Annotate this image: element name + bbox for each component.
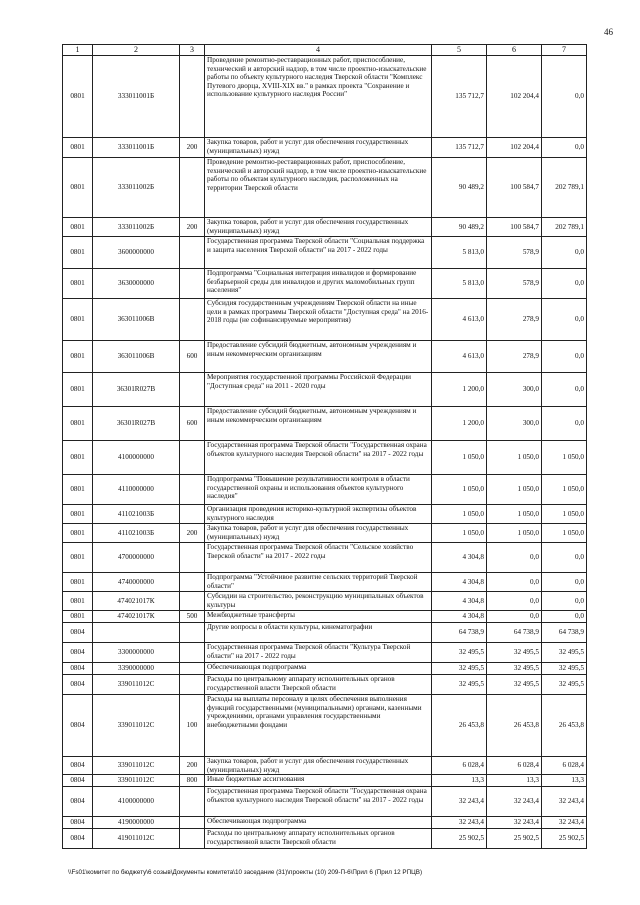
amount-col7-cell: 32 243,4 [542,787,587,817]
amount-col7-cell: 0,0 [542,56,587,138]
section-code-cell: 0801 [63,441,93,475]
section-code-cell: 0801 [63,237,93,269]
column-header: 3 [180,45,205,56]
description-cell: Закупка товаров, работ и услуг для обеспечения государственных (муниципальных) нужд [205,524,432,543]
target-article-cell: 411021003Б [93,505,180,524]
table-row [63,237,587,269]
amount-col6-cell: 64 738,9 [487,623,542,643]
expense-type-cell [180,237,205,269]
description-cell: Подпрограмма "Устойчивое развитие сельских территорий Тверской области" [205,573,432,592]
description-cell: Межбюджетные трансферты [205,611,432,623]
description-cell: Мероприятия государственной программы Российской Федерации "Доступная среда" на 2011 - 2020 годы [205,373,432,407]
amount-col7-cell: 26 453,8 [542,695,587,757]
target-article-cell: 36301R027В [93,373,180,407]
section-code-cell: 0804 [63,695,93,757]
amount-col6-cell: 32 495,5 [487,663,542,675]
amount-col6-cell: 32 495,5 [487,643,542,663]
amount-col5-cell: 5 813,0 [432,237,487,269]
expense-type-cell [180,675,205,695]
target-article-cell: 339011012С [93,695,180,757]
column-header: 4 [205,45,432,56]
amount-col5-cell: 4 304,8 [432,592,487,611]
expense-type-cell [180,573,205,592]
amount-col5-cell: 32 243,4 [432,817,487,829]
section-code-cell: 0801 [63,573,93,592]
table-row [63,341,587,373]
section-code-cell: 0801 [63,524,93,543]
target-article-cell: 363011006В [93,299,180,341]
expense-type-cell [180,373,205,407]
amount-col7-cell: 32 243,4 [542,817,587,829]
description-cell: Обеспечивающая подпрограмма [205,663,432,675]
table-row [63,524,587,543]
amount-col6-cell: 32 243,4 [487,787,542,817]
amount-col6-cell: 6 028,4 [487,757,542,775]
section-code-cell: 0801 [63,299,93,341]
amount-col5-cell: 4 613,0 [432,299,487,341]
expense-type-cell [180,663,205,675]
table-row [63,218,587,237]
section-code-cell: 0801 [63,611,93,623]
amount-col5-cell: 4 304,8 [432,611,487,623]
target-article-cell: 333011002Б [93,218,180,237]
column-header: 6 [487,45,542,56]
table-row [63,611,587,623]
amount-col7-cell: 32 495,5 [542,663,587,675]
amount-col6-cell: 1 050,0 [487,505,542,524]
target-article-cell: 474021017К [93,611,180,623]
table-row [63,623,587,643]
amount-col7-cell: 13,3 [542,775,587,787]
amount-col5-cell: 32 495,5 [432,643,487,663]
section-code-cell: 0804 [63,787,93,817]
description-cell: Организация проведения историко-культурной экспертизы объектов культурного наследия [205,505,432,524]
amount-col7-cell: 1 050,0 [542,441,587,475]
amount-col6-cell: 102 204,4 [487,56,542,138]
amount-col7-cell: 0,0 [542,573,587,592]
expense-type-cell [180,592,205,611]
section-code-cell: 0801 [63,543,93,573]
target-article-cell: 4110000000 [93,475,180,505]
expense-type-cell [180,787,205,817]
amount-col6-cell: 100 584,7 [487,158,542,218]
amount-col5-cell: 4 304,8 [432,543,487,573]
table-row [63,407,587,441]
section-code-cell: 0804 [63,775,93,787]
target-article-cell: 4700000000 [93,543,180,573]
section-code-cell: 0804 [63,643,93,663]
target-article-cell: 333011001Б [93,138,180,158]
target-article-cell: 3300000000 [93,643,180,663]
amount-col6-cell: 0,0 [487,543,542,573]
target-article-cell: 333011002Б [93,158,180,218]
amount-col7-cell: 0,0 [542,543,587,573]
expense-type-cell: 200 [180,524,205,543]
amount-col7-cell: 0,0 [542,611,587,623]
amount-col6-cell: 300,0 [487,373,542,407]
table-row [63,505,587,524]
amount-col5-cell: 1 050,0 [432,505,487,524]
target-article-cell: 36301R027В [93,407,180,441]
amount-col7-cell: 0,0 [542,373,587,407]
section-code-cell: 0801 [63,475,93,505]
section-code-cell: 0801 [63,138,93,158]
amount-col6-cell: 300,0 [487,407,542,441]
section-code-cell: 0804 [63,817,93,829]
amount-col7-cell: 1 050,0 [542,505,587,524]
amount-col5-cell: 32 243,4 [432,787,487,817]
description-cell: Предоставление субсидий бюджетным, автономным учреждениям и иным некоммерческим организациям [205,341,432,373]
description-cell: Иные бюджетные ассигнования [205,775,432,787]
target-article-cell: 4740000000 [93,573,180,592]
description-cell: Закупка товаров, работ и услуг для обеспечения государственных (муниципальных) нужд [205,757,432,775]
target-article-cell: 4190000000 [93,817,180,829]
expense-type-cell [180,817,205,829]
target-article-cell: 333011001Б [93,56,180,138]
section-code-cell: 0801 [63,505,93,524]
table-row [63,299,587,341]
amount-col5-cell: 1 200,0 [432,407,487,441]
amount-col7-cell: 32 495,5 [542,643,587,663]
table-row [63,695,587,757]
table-row [63,373,587,407]
amount-col7-cell: 0,0 [542,237,587,269]
section-code-cell: 0801 [63,341,93,373]
amount-col6-cell: 1 050,0 [487,524,542,543]
target-article-cell [93,623,180,643]
target-article-cell: 474021017К [93,592,180,611]
file-path-footer: \\Fs01\комитет по бюджету\6 созыв\Документы комитета\10 заседание (31)\проекты (10) 209-П-6\Прил 6 (Прил 12 РПЦВ) [68,869,423,876]
amount-col5-cell: 1 050,0 [432,475,487,505]
description-cell: Подпрограмма "Социальная интеграция инвалидов и формирование безбарьерной среды для инвалидов и других маломобильных групп населения" [205,269,432,299]
description-cell: Предоставление субсидий бюджетным, автономным учреждениям и иным некоммерческим организациям [205,407,432,441]
amount-col6-cell: 102 204,4 [487,138,542,158]
description-cell: Расходы на выплаты персоналу в целях обеспечения выполнения функций государственными (муниципальными) органами, казенными учреждениями, органами управления государственными внебюджетными фондами [205,695,432,757]
amount-col6-cell: 25 902,5 [487,829,542,849]
column-header: 7 [542,45,587,56]
description-cell: Расходы по центральному аппарату исполнительных органов государственной власти Тверской области [205,829,432,849]
target-article-cell: 419011012С [93,829,180,849]
section-code-cell: 0804 [63,829,93,849]
expense-type-cell [180,56,205,138]
amount-col5-cell: 26 453,8 [432,695,487,757]
expense-type-cell: 200 [180,218,205,237]
amount-col7-cell: 0,0 [542,269,587,299]
amount-col6-cell: 26 453,8 [487,695,542,757]
target-article-cell: 3600000000 [93,237,180,269]
column-header: 2 [93,45,180,56]
amount-col6-cell: 1 050,0 [487,475,542,505]
table-row [63,592,587,611]
expense-type-cell [180,829,205,849]
expense-type-cell [180,623,205,643]
target-article-cell: 411021003Б [93,524,180,543]
table-row [63,138,587,158]
expense-type-cell: 600 [180,341,205,373]
description-cell: Государственная программа Тверской области "Социальная поддержка и защита населения Тверской области" на 2017 - 2022 годы [205,237,432,269]
description-cell: Субсидии на строительство, реконструкцию муниципальных объектов культуры [205,592,432,611]
table-row [63,475,587,505]
expense-type-cell: 200 [180,138,205,158]
amount-col7-cell: 25 902,5 [542,829,587,849]
section-code-cell: 0804 [63,757,93,775]
target-article-cell: 3630000000 [93,269,180,299]
amount-col6-cell: 13,3 [487,775,542,787]
target-article-cell: 3390000000 [93,663,180,675]
table-row [63,441,587,475]
amount-col7-cell: 202 789,1 [542,218,587,237]
amount-col6-cell: 32 495,5 [487,675,542,695]
description-cell: Расходы по центральному аппарату исполнительных органов государственной власти Тверской области [205,675,432,695]
description-cell: Закупка товаров, работ и услуг для обеспечения государственных (муниципальных) нужд [205,138,432,158]
table-row [63,158,587,218]
amount-col5-cell: 1 050,0 [432,524,487,543]
table-row [63,663,587,675]
expense-type-cell [180,643,205,663]
section-code-cell: 0801 [63,158,93,218]
amount-col5-cell: 4 613,0 [432,341,487,373]
amount-col5-cell: 32 495,5 [432,663,487,675]
table-row [63,675,587,695]
description-cell: Государственная программа Тверской области "Сельское хозяйство Тверской области" на 2017 - 2022 годы [205,543,432,573]
amount-col7-cell: 64 738,9 [542,623,587,643]
amount-col6-cell: 578,9 [487,237,542,269]
target-article-cell: 4100000000 [93,441,180,475]
description-cell: Государственная программа Тверской области "Государственная охрана объектов культурного наследия Тверской области" на 2017 - 2022 годы [205,441,432,475]
description-cell: Субсидия государственным учреждениям Тверской области на иные цели в рамках программы Тверской области "Доступная среда" на 2016-2018 годы (не софинансируемые мероприятия) [205,299,432,341]
table-row [63,817,587,829]
amount-col6-cell: 0,0 [487,592,542,611]
section-code-cell: 0801 [63,269,93,299]
amount-col5-cell: 13,3 [432,775,487,787]
description-cell: Государственная программа Тверской области "Культура Тверской области" на 2017 - 2022 годы [205,643,432,663]
target-article-cell: 339011012С [93,675,180,695]
amount-col7-cell: 1 050,0 [542,524,587,543]
section-code-cell: 0804 [63,663,93,675]
description-cell: Проведение ремонтно-реставрационных работ, приспособление, технический и авторский надзор, в том числе проектно-изыскательские работы по объекту культурного наследия Тверской области "Комплекс Путевого дворца, XVIII-XIX вв." в рамках проекта "Сохранение и использование культурного наследия России" [205,56,432,138]
expense-type-cell: 500 [180,611,205,623]
amount-col5-cell: 4 304,8 [432,573,487,592]
target-article-cell: 339011012С [93,757,180,775]
expense-type-cell: 600 [180,407,205,441]
description-cell: Государственная программа Тверской области "Государственная охрана объектов культурного наследия Тверской области" на 2017 - 2022 годы [205,787,432,817]
description-cell: Обеспечивающая подпрограмма [205,817,432,829]
amount-col7-cell: 1 050,0 [542,475,587,505]
table-row [63,787,587,817]
description-cell: Другие вопросы в области культуры, кинематографии [205,623,432,643]
table-row [63,643,587,663]
expense-type-cell [180,475,205,505]
expense-type-cell [180,505,205,524]
section-code-cell: 0801 [63,592,93,611]
table-row [63,573,587,592]
section-code-cell: 0804 [63,623,93,643]
target-article-cell: 4100000000 [93,787,180,817]
amount-col6-cell: 32 243,4 [487,817,542,829]
section-code-cell: 0801 [63,56,93,138]
amount-col5-cell: 5 813,0 [432,269,487,299]
section-code-cell: 0804 [63,675,93,695]
amount-col5-cell: 135 712,7 [432,56,487,138]
amount-col6-cell: 1 050,0 [487,441,542,475]
amount-col6-cell: 278,9 [487,299,542,341]
amount-col6-cell: 0,0 [487,573,542,592]
page-number: 46 [604,27,613,37]
expense-type-cell [180,158,205,218]
section-code-cell: 0801 [63,407,93,441]
amount-col5-cell: 1 050,0 [432,441,487,475]
amount-col5-cell: 64 738,9 [432,623,487,643]
amount-col5-cell: 90 489,2 [432,158,487,218]
column-header: 1 [63,45,93,56]
expense-type-cell: 200 [180,757,205,775]
amount-col5-cell: 6 028,4 [432,757,487,775]
column-header: 5 [432,45,487,56]
table-row [63,56,587,138]
amount-col5-cell: 1 200,0 [432,373,487,407]
section-code-cell: 0801 [63,218,93,237]
target-article-cell: 339011012С [93,775,180,787]
table-row [63,269,587,299]
description-cell: Подпрограмма "Повышение результативности контроля в области государственной охраны и использования объектов культурного наследия" [205,475,432,505]
table-row [63,829,587,849]
section-code-cell: 0801 [63,373,93,407]
expense-type-cell [180,269,205,299]
amount-col5-cell: 25 902,5 [432,829,487,849]
amount-col7-cell: 0,0 [542,592,587,611]
budget-table [62,44,587,849]
amount-col7-cell: 6 028,4 [542,757,587,775]
description-cell: Проведение ремонтно-реставрационных работ, приспособление, технический и авторский надзор, в том числе проектно-изыскательские работы по объектам культурного наследия, расположенных на территории Тверской области [205,158,432,218]
target-article-cell: 363011006В [93,341,180,373]
table-row [63,543,587,573]
amount-col5-cell: 90 489,2 [432,218,487,237]
amount-col7-cell: 202 789,1 [542,158,587,218]
amount-col5-cell: 135 712,7 [432,138,487,158]
amount-col6-cell: 100 584,7 [487,218,542,237]
table-row [63,757,587,775]
expense-type-cell: 800 [180,775,205,787]
amount-col7-cell: 0,0 [542,299,587,341]
amount-col6-cell: 0,0 [487,611,542,623]
amount-col6-cell: 278,9 [487,341,542,373]
amount-col7-cell: 0,0 [542,341,587,373]
amount-col7-cell: 0,0 [542,407,587,441]
amount-col5-cell: 32 495,5 [432,675,487,695]
table-header-row [63,45,587,56]
expense-type-cell [180,299,205,341]
table-row [63,775,587,787]
expense-type-cell: 100 [180,695,205,757]
amount-col6-cell: 578,9 [487,269,542,299]
expense-type-cell [180,543,205,573]
amount-col7-cell: 32 495,5 [542,675,587,695]
amount-col7-cell: 0,0 [542,138,587,158]
expense-type-cell [180,441,205,475]
description-cell: Закупка товаров, работ и услуг для обеспечения государственных (муниципальных) нужд [205,218,432,237]
